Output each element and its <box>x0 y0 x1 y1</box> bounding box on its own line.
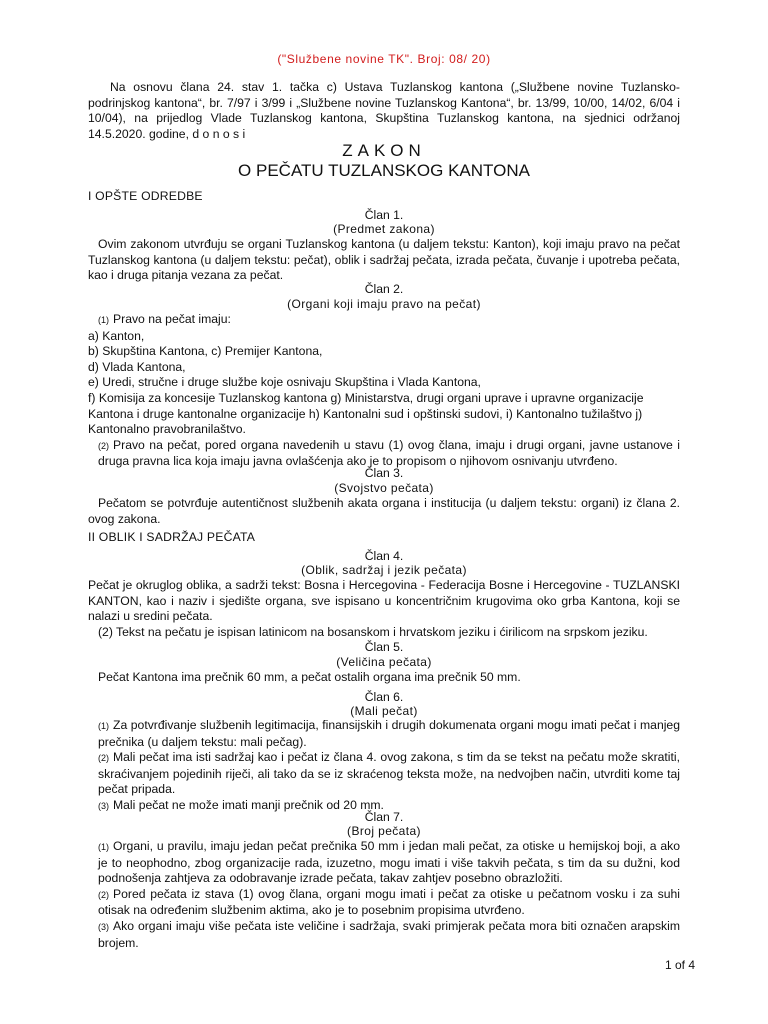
section-heading-1: I OPŠTE ODREDBE <box>88 189 203 203</box>
article-3-heading: Član 3. <box>364 466 404 480</box>
article-6-para-2-number: (2) <box>98 753 109 764</box>
article-7-heading: Član 7. <box>364 810 404 824</box>
article-2-body <box>88 312 680 470</box>
article-6-subtitle: (Mali pečat) <box>350 704 418 718</box>
article-5-subtitle: (Veličina pečata) <box>336 655 432 669</box>
article-1-text: Ovim zakonom utvrđuju se organi Tuzlanskog kantona (u daljem tekstu: Kanton), koji imaju pravo na pečat Tuzlanskog kantona (u daljem tekstu: pečat), oblik i sadržaj pečata, izrada pečata, čuvanje i upotreba pečata, kao i druga pitanja vezana za pečat. <box>88 237 680 283</box>
article-2-item-f: f) Komisija za koncesije Tuzlanskog kantona g) Ministarstva, drugi organi uprave i upravne organizacije Kantona i druge kantonalne organizacije h) Kantonalni sud i opštinski sudovi, i) Kantonalno tužilaštvo j) Kantonalno pravobranilaštvo. <box>88 390 644 437</box>
article-5-heading: Član 5. <box>364 640 404 654</box>
article-2-para-1 <box>88 312 680 329</box>
section-heading-2: II OBLIK I SADRŽAJ PEČATA <box>88 530 256 544</box>
article-6-heading: Član 6. <box>364 690 404 704</box>
article-3-body <box>88 496 680 527</box>
article-2-item-e: e) Uredi, stručne i druge službe koje osnivaju Skupština i Vlada Kantona, <box>88 375 481 390</box>
article-2-subtitle: (Organi koji imaju pravo na pečat) <box>287 297 481 311</box>
article-5-text: Pečat Kantona ima prečnik 60 mm, a pečat ostalih organa ima prečnik 50 mm. <box>98 670 521 684</box>
article-3-text: Pečatom se potvrđuje autentičnost službenih akata organa i institucija (u daljem tekstu: organi) iz člana 2. ovog zakona. <box>88 496 680 526</box>
gazette-reference: ("Službene novine TK". Broj: 08/ 20) <box>277 52 491 66</box>
article-5-body <box>88 670 680 686</box>
article-6-para-1-text: Za potvrđivanje službenih legitimacija, finansijskih i drugih dokumenata organi mogu imati pečat i manjeg prečnika (u daljem tekstu: mali pečag). <box>98 718 680 749</box>
document-title: ZAKON <box>342 141 426 160</box>
article-7-body <box>88 839 680 951</box>
article-2-item-d: d) Vlada Kantona, <box>88 359 186 374</box>
article-7-para-2-text: Pored pečata iz stava (1) ovog člana, organi mogu imati i pečat za otiske u pečatnom vosku i za suhi otisak na određenim službenim aktima, ako je to posebnim propisima utvrđeno. <box>98 886 680 918</box>
article-6-para-1 <box>88 718 680 750</box>
article-4-para-1: Pečat je okruglog oblika, a sadrži tekst: Bosna i Hercegovina - Federacija Bosne i Hercegovine - TUZLANSKI KANTON, kao i naziv i sjedište organa, sve ispisano u koncentričnim krugovima oko grba Kantona, koji se nalazi u sredini pečata. <box>88 578 680 624</box>
article-2-heading: Član 2. <box>364 282 404 296</box>
article-7-para-3-text: Ako organi imaju više pečata iste veličine i sadržaja, svaki primjerak pečata mora biti označen arapskim brojem. <box>98 918 680 950</box>
article-2-para-1-text: Pravo na pečat imaju: <box>113 312 231 326</box>
article-2-para-1-number: (1) <box>98 315 109 325</box>
article-6-body <box>88 718 680 815</box>
preamble <box>88 80 680 142</box>
article-1-subtitle: (Predmet zakona) <box>333 222 435 236</box>
article-4-heading: Član 4. <box>364 549 404 563</box>
article-1-body <box>88 237 680 284</box>
article-6-para-3-text: Mali pečat ne može imati manji prečnik od 20 mm. <box>113 797 384 812</box>
article-2-para-2-number: (2) <box>98 440 109 451</box>
article-6-para-2 <box>88 750 680 798</box>
article-4-para-2: (2) Tekst na pečatu je ispisan latinicom na bosanskom i hrvatskom jeziku i ćirilicom na srpskom jeziku. <box>98 624 648 639</box>
article-7-para-1 <box>88 839 680 887</box>
article-7-para-1-text: Organi, u pravilu, imaju jedan pečat prečnika 50 mm i jedan mali pečat, za otiske u hemijskoj boji, a ako je to neophodno, zbog organizacije rada, izuzetno, mogu imati i više takvih pečata, s tim da su dužni, kod podnošenja zahtjeva za odobravanje izrade pečata, takav zahtjev posebno obrazložiti. <box>98 839 680 886</box>
article-7-para-3 <box>88 919 680 951</box>
page-number: 1 of 4 <box>664 958 695 972</box>
document-subtitle: O PEČATU TUZLANSKOG KANTONA <box>238 161 530 180</box>
article-4-body <box>88 578 680 640</box>
article-7-para-2-number: (2) <box>98 889 109 900</box>
article-2-item-b: b) Skupština Kantona, c) Premijer Kantona, <box>88 344 323 359</box>
article-4-subtitle: (Oblik, sadržaj i jezik pečata) <box>301 563 467 577</box>
article-3-subtitle: (Svojstvo pečata) <box>334 481 434 495</box>
article-7-para-1-number: (1) <box>98 842 109 852</box>
article-6-para-2-text: Mali pečat ima isti sadržaj kao i pečat iz člana 4. ovog zakona, s tim da se tekst na pečatu može skratiti, skraćivanjem pojedinih riječi, ali tako da se iz skraćenog teksta može, na nedvojben način, utvrditi kome taj pečat pripada. <box>98 750 680 797</box>
article-7-para-2 <box>88 887 680 919</box>
article-6-para-1-number: (1) <box>98 721 109 731</box>
preamble-text: Na osnovu člana 24. stav 1. tačka c) Ustava Tuzlanskog kantona („Službene novine Tuzlansko-podrinjskog kantona“, br. 7/97 i 3/99 i „Službene novine Tuzlanskog Kantona“, br. 13/99, 10/00, 14/02, 6/04 i 10/04), na prijedlog Vlade Tuzlanskog kantona, Skupština Tuzlanskog kantona, na sjednici održanoj 14.5.2020. godine, d o n o s i <box>88 80 680 141</box>
article-6-para-3-number: (3) <box>98 800 109 811</box>
article-7-para-3-number: (3) <box>98 921 109 932</box>
article-1-heading: Član 1. <box>364 208 404 222</box>
article-7-subtitle: (Broj pečata) <box>347 824 421 838</box>
article-2-para-2-text: Pravo na pečat, pored organa navedenih u stavu (1) ovog člana, imaju i drugi organi, javne ustanove i druga pravna lica koja imaju javna ovlašćenja ako je to propisom o njihovom osnivanju utvrđeno. <box>98 437 680 469</box>
article-2-item-a: a) Kanton, <box>88 328 145 343</box>
